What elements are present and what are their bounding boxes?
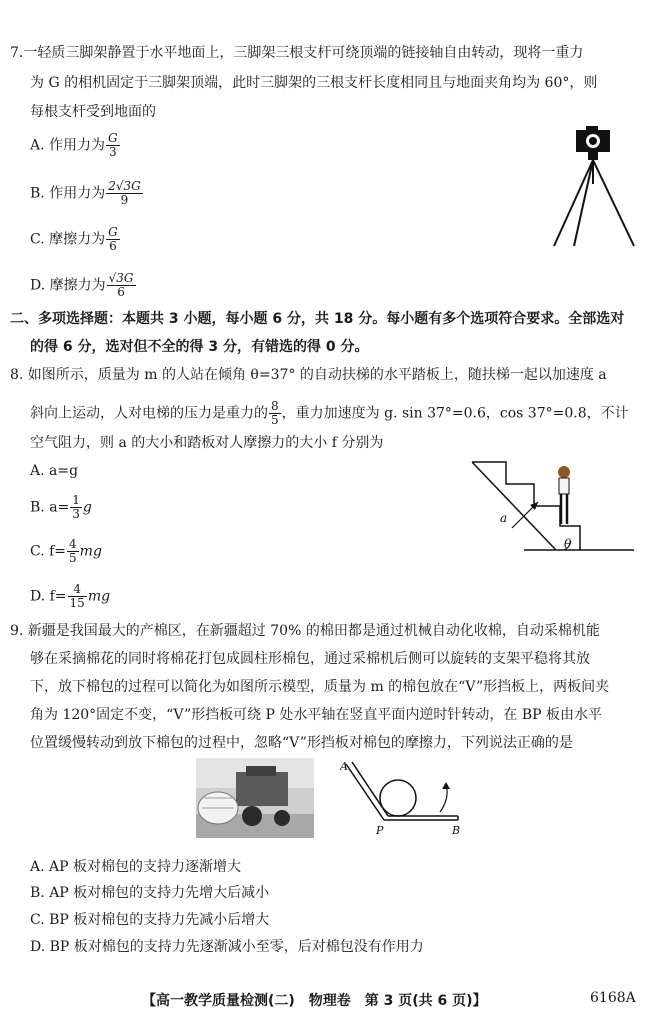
q9-option-b: B. AP 板对棉包的支持力先增大后减小 <box>30 885 270 901</box>
q7-option-b-numerator: 2√3G <box>108 179 141 193</box>
q9-option-d: D. BP 板对棉包的支持力先逐渐减小至零，后对棉包没有作用力 <box>30 939 424 955</box>
q7-option-d: D. 摩擦力为 $\frac{√3G}{6}$ <box>30 271 134 299</box>
tripod-camera-figure <box>548 124 640 250</box>
label-a: A <box>340 760 348 773</box>
v-board-figure <box>340 756 480 836</box>
q8-line-2: 斜向上运动，人对电梯的压力是重力的 $\frac{8}{5}$ ，重力加速度为 g. sin 37°=0.6，cos 37°=0.8，不计 <box>30 399 629 427</box>
q7-line-3: 每根支杆受到地面的 <box>30 104 156 120</box>
q7-option-c-numerator: G <box>108 225 118 239</box>
q9-line-4: 角为 120°固定不变，“V”形挡板可绕 P 处水平轴在竖直平面内逆时针转动，在 BP 板由水平 <box>30 707 603 723</box>
person-body <box>559 478 569 494</box>
q7-option-b-denominator: 9 <box>120 193 129 207</box>
q8-line-2-denominator: 5 <box>271 413 279 427</box>
q7-option-a: A. 作用力为 $\frac{G}{3}$ <box>30 131 118 159</box>
label-b: B <box>452 824 461 836</box>
q7-option-a-denominator: 3 <box>108 145 117 159</box>
exam-code: 6168A <box>590 990 636 1006</box>
acceleration-label: a <box>500 511 508 525</box>
q9-line-2: 够在采摘棉花的同时将棉花打包成圆柱形棉包，通过采棉机后侧可以旋转的支架平稳将其放 <box>30 651 590 667</box>
q7-option-c-denominator: 6 <box>109 239 117 253</box>
q9-option-c: C. BP 板对棉包的支持力先减小后增大 <box>30 912 270 928</box>
cotton-bale-circle <box>380 780 416 816</box>
q8-option-c: C. f= $\frac{4}{5}$ mg <box>30 537 102 565</box>
person-head <box>558 466 570 478</box>
label-p: P <box>376 824 384 836</box>
section2-line-1: 二、多项选择题：本题共 3 小题，每小题 6 分，共 18 分。每小题有多个选项符合要求。全部选对 <box>10 311 625 327</box>
q7-option-d-numerator: √3G <box>108 271 134 285</box>
q8-line-3: 空气阻力，则 a 的大小和踏板对人摩擦力的大小 f 分别为 <box>30 435 384 451</box>
q7-option-d-denominator: 6 <box>117 285 125 299</box>
q8-line-1: 8. 如图所示，质量为 m 的人站在倾角 θ=37° 的自动扶梯的水平踏板上，随扶梯一起以加速度 a <box>10 367 607 383</box>
q9-line-5: 位置缓慢转动到放下棉包的过程中，忽略“V”形挡板对棉包的摩擦力，下列说法正确的是 <box>30 735 573 751</box>
page-footer: 【高一教学质量检测(二) 物理卷 第 3 页(共 6 页)】 <box>142 993 487 1009</box>
q7-option-c: C. 摩擦力为 $\frac{G}{6}$ <box>30 225 118 253</box>
q7-option-b: B. 作用力为 $\frac{2√3G}{9}$ <box>30 179 141 207</box>
q7-line-1: 7.一轻质三脚架静置于水平地面上，三脚架三根支杆可绕顶端的链接轴自由转动，现将一重力 <box>10 45 584 61</box>
angle-label: θ <box>564 537 572 551</box>
escalator-steps <box>472 462 634 550</box>
q7-option-a-numerator: G <box>108 131 118 145</box>
q8-option-b: B. a= $\frac{1}{3}$ g <box>30 493 92 521</box>
cotton-picker-photo <box>196 758 314 838</box>
section2-line-2: 的得 6 分，选对但不全的得 3 分，有错选的得 0 分。 <box>30 339 369 355</box>
board-ap <box>346 764 384 820</box>
q9-line-3: 下，放下棉包的过程可以简化为如图所示模型，质量为 m 的棉包放在“V”形挡板上，两板间夹 <box>30 679 610 695</box>
q9-line-1: 9. 新疆是我国最大的产棉区，在新疆超过 70% 的棉田都是通过机械自动化收棉，自动采棉机能 <box>10 623 600 639</box>
escalator-figure <box>468 456 638 556</box>
q8-option-d: D. f= $\frac{4}{15}$ mg <box>30 582 111 610</box>
q8-option-a: A. a=g <box>30 463 79 479</box>
q9-option-a: A. AP 板对棉包的支持力逐渐增大 <box>30 859 241 875</box>
q8-line-2-numerator: 8 <box>271 399 279 413</box>
q7-line-2: 为 G 的相机固定于三脚架顶端，此时三脚架的三根支杆长度相同且与地面夹角均为 60°，则 <box>30 75 598 91</box>
